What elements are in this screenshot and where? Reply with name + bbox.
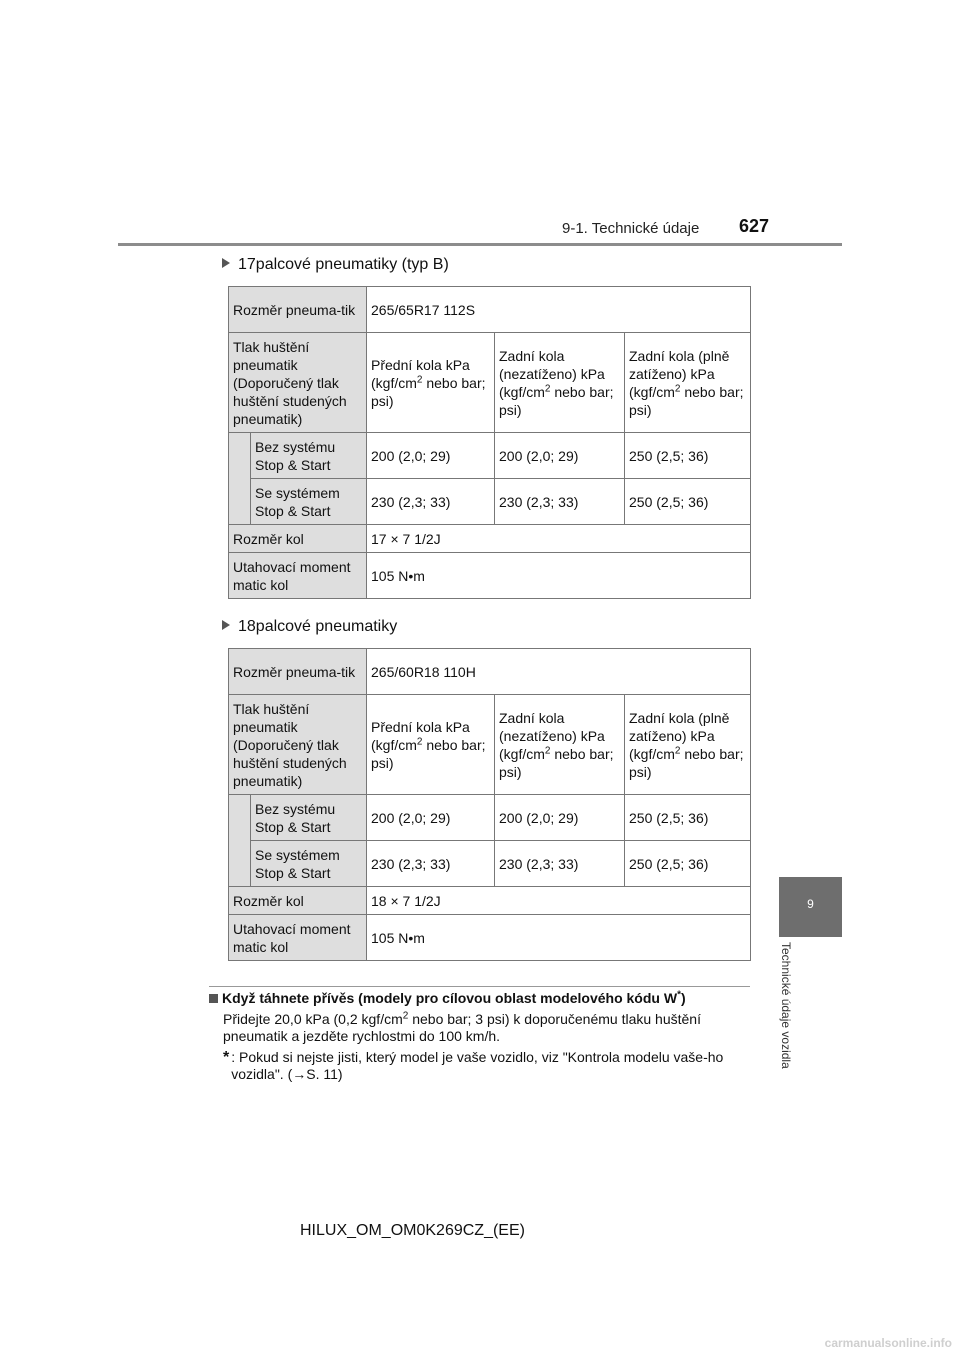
towing-note [209, 990, 754, 1083]
page-number: 627 [739, 216, 770, 236]
document-code: HILUX_OM_OM0K269CZ_(EE) [300, 1222, 525, 1239]
front-header: Přední kola kPa ($kgf/cm^2$ nebo bar; psi) [367, 333, 495, 433]
wheel-size-label: Rozměr kol [229, 887, 367, 915]
table-row [229, 795, 751, 841]
wheel-size-label: Rozměr kol [229, 525, 367, 553]
table-row [229, 479, 751, 525]
rear-unloaded-value: 230 (2,3; 33) [495, 479, 625, 525]
torque-value: 105 N•m [367, 553, 751, 599]
section-title: 9-1. Technické údaje [562, 220, 700, 237]
torque-value: 105 N•m [367, 915, 751, 961]
table-row [229, 841, 751, 887]
wheel-size-value: 18 × 7 1/2J [367, 887, 751, 915]
rear-loaded-value: 250 (2,5; 36) [625, 479, 751, 525]
footnote-mark: * [223, 1049, 230, 1066]
indent-cell [229, 795, 251, 887]
table-1-title-text: 17palcové pneumatiky (typ B) [238, 256, 449, 273]
table-row [229, 915, 751, 961]
row-label: Bez systému Stop & Start [251, 433, 367, 479]
tire-size-label: Rozměr pneuma-tik [229, 287, 367, 333]
table-row [229, 333, 751, 433]
footnote [209, 1049, 754, 1083]
row-label: Se systémem Stop & Start [251, 841, 367, 887]
chapter-label: Technické údaje vozidla [779, 942, 793, 1069]
front-value: 230 (2,3; 33) [367, 841, 495, 887]
table-row [229, 525, 751, 553]
note-heading: Když táhnete přívěs (modely pro cílovou oblast modelového kódu W*) [209, 990, 754, 1007]
triangle-bullet-icon [222, 620, 230, 630]
chapter-number: 9 [807, 897, 814, 911]
tire-size-value: 265/65R17 112S [367, 287, 751, 333]
table-row [229, 287, 751, 333]
front-value: 230 (2,3; 33) [367, 479, 495, 525]
note-body: Přidejte 20,0 kPa (0,2 kgf/$cm^2$ nebo bar; 3 psi) k doporučenému tlaku huštění pneumatik a jezděte rychlostmi do 100 km/h. [223, 1010, 701, 1044]
rear-loaded-header: Zadní kola (plně zatíženo) kPa ($kgf/cm^2$ nebo bar; psi) [625, 695, 751, 795]
rear-unloaded-header: Zadní kola (nezatíženo) kPa ($kgf/cm^2$ nebo bar; psi) [495, 333, 625, 433]
footnote-text: : Pokud si nejste jisti, který model je vaše vozidlo, viz "Kontrola modelu vaše-ho vozidla". (→S. 11) [231, 1049, 724, 1082]
table-1-title [222, 256, 449, 274]
header-rule [118, 243, 842, 246]
square-bullet-icon [209, 994, 218, 1003]
rear-unloaded-value: 200 (2,0; 29) [495, 795, 625, 841]
table-row [229, 553, 751, 599]
table-row [229, 887, 751, 915]
table-2-title [222, 618, 397, 636]
rear-loaded-header: Zadní kola (plně zatíženo) kPa ($kgf/cm^2$ nebo bar; psi) [625, 333, 751, 433]
table-2-title-text: 18palcové pneumatiky [238, 618, 398, 635]
rear-unloaded-header: Zadní kola (nezatíženo) kPa ($kgf/cm^2$ nebo bar; psi) [495, 695, 625, 795]
watermark: carmanualsonline.info [824, 1336, 952, 1350]
table-row [229, 649, 751, 695]
tire-size-label: Rozměr pneuma-tik [229, 649, 367, 695]
front-value: 200 (2,0; 29) [367, 795, 495, 841]
pressure-label: Tlak huštění pneumatik (Doporučený tlak huštění studených pneumatik) [229, 695, 367, 795]
indent-cell [229, 433, 251, 525]
chapter-tab [779, 877, 842, 937]
pressure-label: Tlak huštění pneumatik (Doporučený tlak huštění studených pneumatik) [229, 333, 367, 433]
note-rule [209, 986, 750, 987]
table-row [229, 433, 751, 479]
tire-size-value: 265/60R18 110H [367, 649, 751, 695]
tire-table-17 [228, 286, 751, 599]
front-value: 200 (2,0; 29) [367, 433, 495, 479]
row-label: Se systémem Stop & Start [251, 479, 367, 525]
wheel-size-value: 17 × 7 1/2J [367, 525, 751, 553]
rear-loaded-value: 250 (2,5; 36) [625, 433, 751, 479]
triangle-bullet-icon [222, 258, 230, 268]
rear-unloaded-value: 230 (2,3; 33) [495, 841, 625, 887]
torque-label: Utahovací moment matic kol [229, 553, 367, 599]
table-row [229, 695, 751, 795]
tire-table-18 [228, 648, 751, 961]
row-label: Bez systému Stop & Start [251, 795, 367, 841]
rear-loaded-value: 250 (2,5; 36) [625, 795, 751, 841]
rear-unloaded-value: 200 (2,0; 29) [495, 433, 625, 479]
torque-label: Utahovací moment matic kol [229, 915, 367, 961]
chapter-label-wrap [779, 942, 809, 1102]
rear-loaded-value: 250 (2,5; 36) [625, 841, 751, 887]
front-header: Přední kola kPa ($kgf/cm^2$ nebo bar; psi) [367, 695, 495, 795]
